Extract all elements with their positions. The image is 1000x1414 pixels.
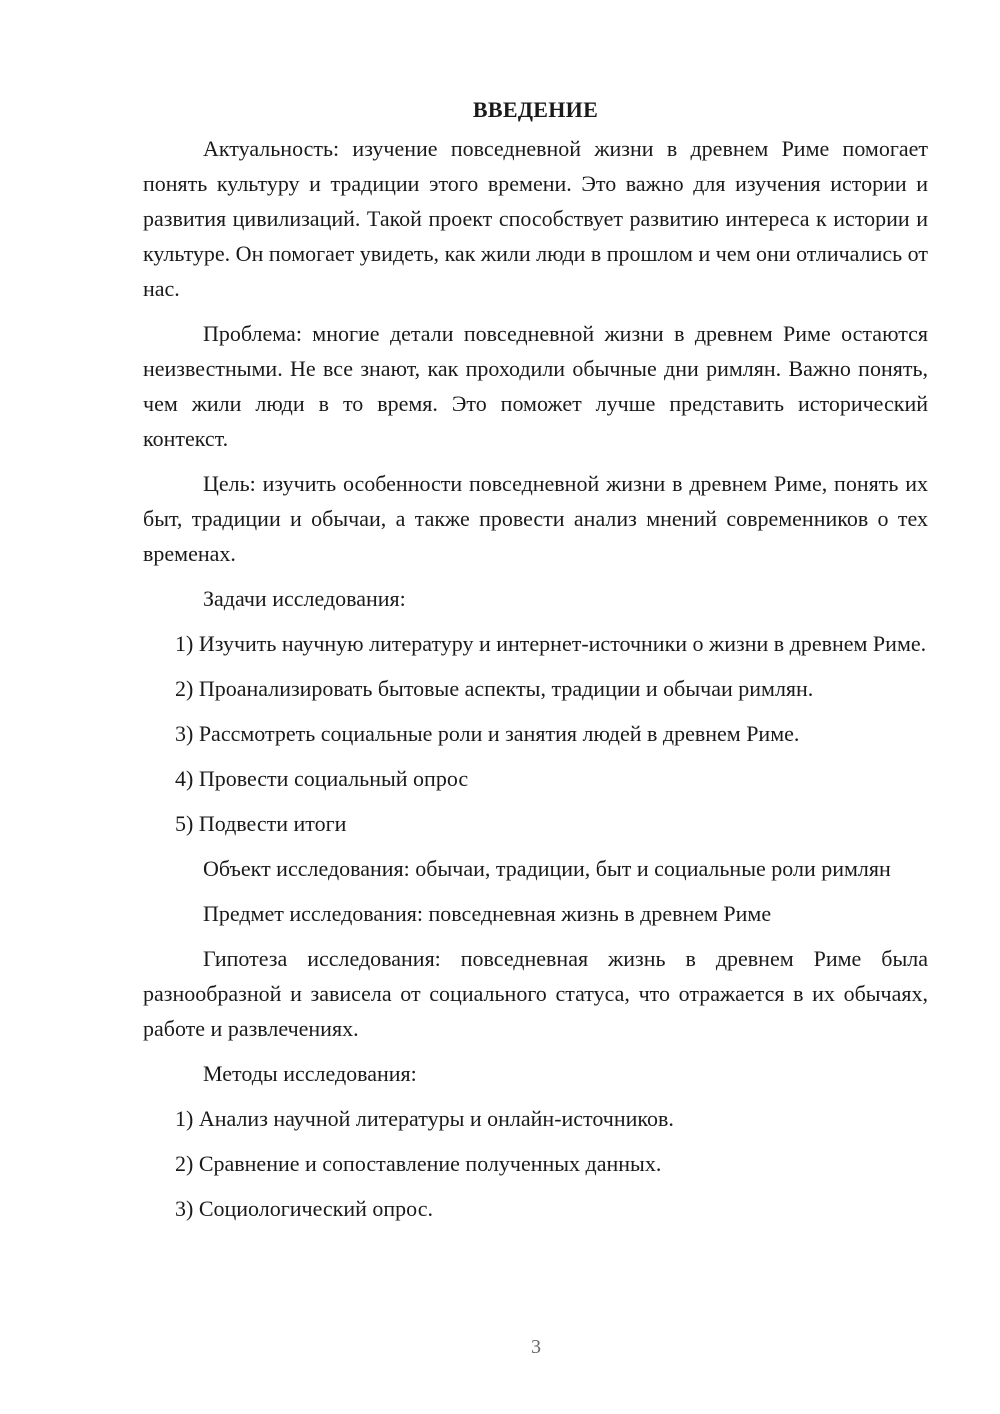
page-number: 3 (531, 1336, 541, 1358)
task-item-5: 5) Подвести итоги (175, 811, 347, 836)
method-item-1: 1) Анализ научной литературы и онлайн-источников. (175, 1106, 674, 1131)
method-item-2: 2) Сравнение и сопоставление полученных данных. (175, 1151, 662, 1176)
task-item-2: 2) Проанализировать бытовые аспекты, традиции и обычаи римлян. (175, 676, 814, 701)
section-title: ВВЕДЕНИЕ (472, 97, 599, 122)
task-item-4: 4) Провести социальный опрос (175, 766, 469, 791)
task-item-1: 1) Изучить научную литературу и интернет-источники о жизни в древнем Риме. (175, 631, 927, 656)
tasks-heading: Задачи исследования: (203, 586, 406, 611)
document-page (143, 92, 928, 1322)
goal-paragraph: Цель: изучить особенности повседневной жизни в древнем Риме, понять их быт, традиции и обычаи, а также провести анализ мнений современников о тех временах. (143, 471, 928, 566)
problem-paragraph: Проблема: многие детали повседневной жизни в древнем Риме остаются неизвестными. Не все знают, как проходили обычные дни римлян. Важно понять, чем жили люди в то время. Это поможет лучше представить исторический контекст. (143, 321, 928, 451)
relevance-paragraph: Актуальность: изучение повседневной жизни в древнем Риме помогает понять культуру и традиции этого времени. Это важно для изучения истории и развития цивилизаций. Такой проект способствует развитию интереса к истории и культуре. Он помогает увидеть, как жили люди в прошлом и чем они отличались от нас. (143, 136, 928, 301)
task-item-3: 3) Рассмотреть социальные роли и занятия людей в древнем Риме. (175, 721, 800, 746)
object-paragraph: Объект исследования: обычаи, традиции, быт и социальные роли римлян (203, 856, 891, 881)
hypothesis-paragraph: Гипотеза исследования: повседневная жизнь в древнем Риме была разнообразной и зависела от социального статуса, что отражается в их обычаях, работе и развлечениях. (143, 946, 928, 1041)
method-item-3: 3) Социологический опрос. (175, 1196, 433, 1221)
subject-paragraph: Предмет исследования: повседневная жизнь в древнем Риме (203, 901, 772, 926)
methods-heading: Методы исследования: (203, 1061, 417, 1086)
